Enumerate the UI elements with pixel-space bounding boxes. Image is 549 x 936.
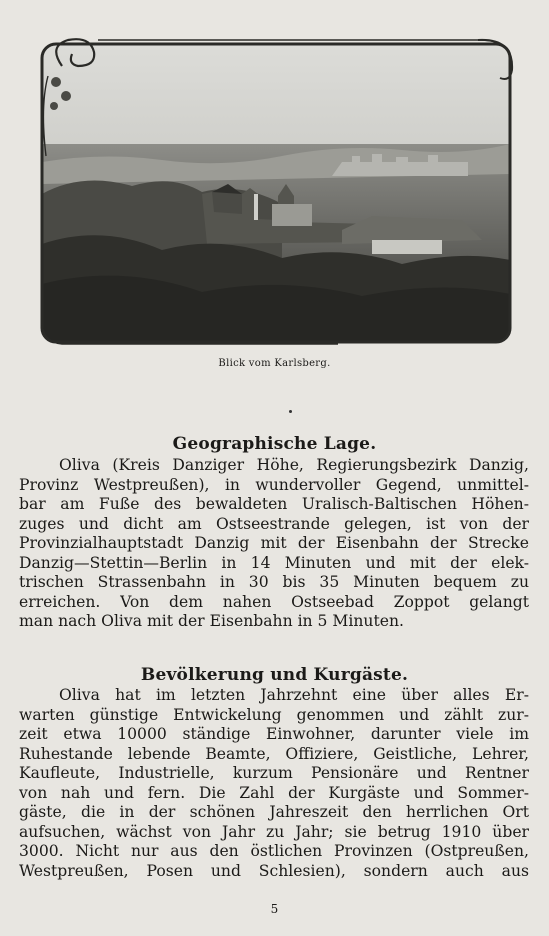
section-heading-population: Bevölkerung und Kurgäste. xyxy=(140,665,409,685)
figure-caption: Blick vom Karlsberg. xyxy=(218,358,331,369)
text-line: Danzig—Stettin—Berlin in 14 Minuten und mit der elek- xyxy=(19,553,529,572)
text-line: zeit etwa 10000 ständige Einwohner, darunter viele im xyxy=(19,725,529,743)
ornamental-border xyxy=(38,36,516,348)
text-line: gäste, die in der schönen Jahreszeit den herrlichen Ort xyxy=(19,803,529,821)
text-line: Provinz Westpreußen), in wundervoller Gegend, unmittel- xyxy=(19,475,529,494)
text-line: Kaufleute, Industrielle, kurzum Pensionäre und Rentner xyxy=(19,764,529,782)
text-line: Provinzialhauptstadt Danzig mit der Eisenbahn der Strecke xyxy=(19,534,529,552)
section-heading-geography: Geographische Lage. xyxy=(172,434,377,454)
text-line: zuges und dicht am Ostseestrande gelegen, ist von der xyxy=(19,514,529,533)
text-line: Oliva (Kreis Danziger Höhe, Regierungsbezirk Danzig, xyxy=(59,456,529,474)
page-number: 5 xyxy=(270,902,279,916)
text-line: warten günstige Entwickelung genommen und zählt zur- xyxy=(19,705,529,724)
text-line: aufsuchen, wächst von Jahr zu Jahr; sie betrug 1910 über xyxy=(19,822,529,841)
paragraph-geography xyxy=(19,456,529,632)
text-line: bar am Fuße des bewaldeten Uralisch-Baltischen Höhen- xyxy=(19,495,529,513)
text-line: Oliva hat im letzten Jahrzehnt eine über alles Er- xyxy=(59,686,529,704)
text-line: erreichen. Von dem nahen Ostseebad Zoppot gelangt xyxy=(19,592,529,611)
text-line: trischen Strassenbahn in 30 bis 35 Minuten bequem zu xyxy=(19,573,529,591)
text-line: 3000. Nicht nur aus den östlichen Provinzen (Ostpreußen, xyxy=(19,842,529,860)
text-line: von nah und fern. Die Zahl der Kurgäste und Sommer- xyxy=(19,783,529,802)
text-line: Ruhestande lebende Beamte, Offiziere, Geistliche, Lehrer, xyxy=(19,744,529,763)
photo-frame xyxy=(38,36,516,348)
paragraph-population xyxy=(19,686,529,881)
text-line: Westpreußen, Posen und Schlesien), sondern auch aus xyxy=(19,861,529,880)
divider-dot xyxy=(289,410,292,413)
text-line: man nach Oliva mit der Eisenbahn in 5 Minuten. xyxy=(19,612,404,630)
